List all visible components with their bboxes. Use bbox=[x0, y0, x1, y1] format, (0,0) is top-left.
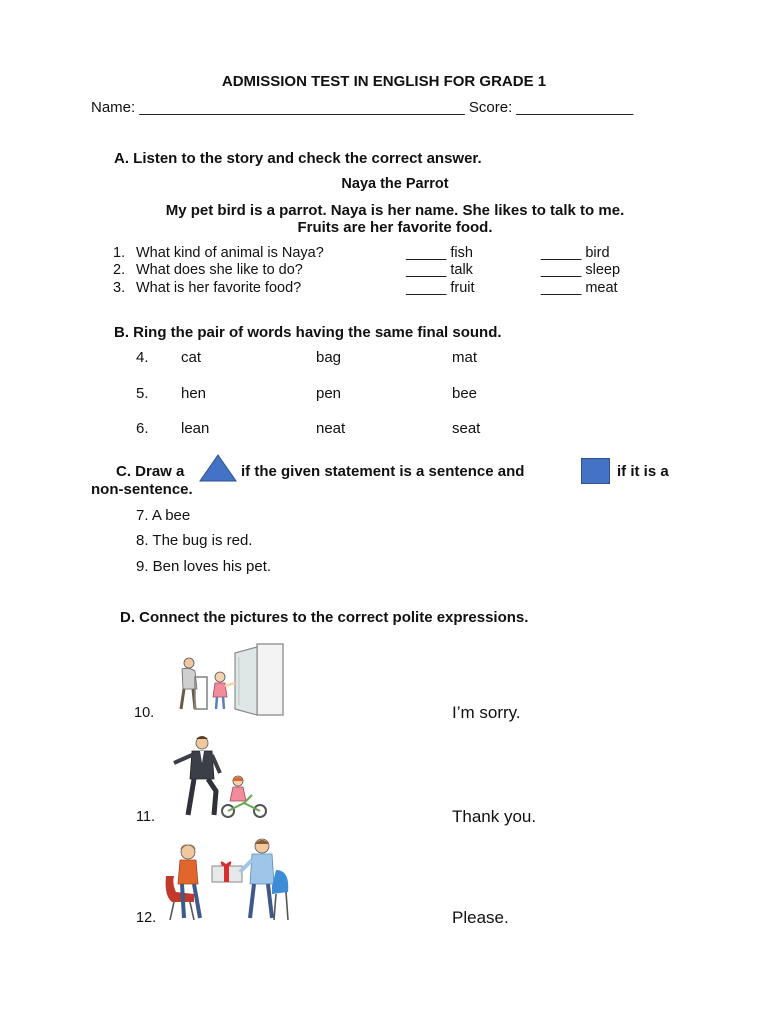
question-text: What kind of animal is Naya? bbox=[136, 245, 324, 261]
answer-option[interactable]: _____ fish bbox=[406, 245, 473, 261]
word[interactable]: pen bbox=[316, 385, 342, 402]
word[interactable]: bag bbox=[316, 349, 342, 366]
section-c-heading-part3: if it is a bbox=[617, 463, 669, 480]
word[interactable]: seat bbox=[452, 420, 481, 437]
word[interactable]: bee bbox=[452, 385, 478, 402]
item-number: 6. bbox=[136, 420, 149, 437]
section-c-heading-part2: if the given statement is a sentence and bbox=[241, 463, 525, 480]
square-icon bbox=[581, 458, 610, 484]
word[interactable]: mat bbox=[452, 349, 478, 366]
question-number: 3. bbox=[113, 280, 126, 296]
name-label: Name: bbox=[91, 99, 136, 116]
name-field[interactable]: _______________________________________ bbox=[139, 99, 465, 116]
statement-item: 7. A bee bbox=[136, 507, 191, 524]
word[interactable]: hen bbox=[181, 385, 207, 402]
question-text: What does she like to do? bbox=[136, 262, 303, 278]
score-label: Score: bbox=[468, 99, 513, 116]
score-field[interactable]: ______________ bbox=[516, 99, 634, 116]
statement-item: 8. The bug is red. bbox=[136, 532, 253, 549]
story-line-1: My pet bird is a parrot. Naya is her name. She likes to talk to me. bbox=[165, 202, 625, 219]
question-number: 2. bbox=[113, 262, 126, 278]
question-text: What is her favorite food? bbox=[136, 280, 302, 296]
bumped-man-icon[interactable] bbox=[166, 733, 272, 819]
word[interactable]: neat bbox=[316, 420, 346, 437]
section-d-heading: D. Connect the pictures to the correct polite expressions. bbox=[120, 609, 529, 626]
section-b-heading: B. Ring the pair of words having the same final sound. bbox=[114, 324, 502, 341]
answer-option[interactable]: _____ meat bbox=[541, 280, 618, 296]
item-number: 12. bbox=[136, 910, 157, 926]
page-title: ADMISSION TEST IN ENGLISH FOR GRADE 1 bbox=[221, 73, 547, 90]
statement-item: 9. Ben loves his pet. bbox=[136, 558, 272, 575]
item-number: 10. bbox=[134, 705, 155, 721]
answer-option[interactable]: _____ sleep bbox=[541, 262, 621, 278]
section-c-heading-part1: C. Draw a bbox=[116, 463, 185, 480]
section-c-heading-part4: non-sentence. bbox=[91, 481, 193, 498]
triangle-icon bbox=[199, 454, 237, 482]
word[interactable]: lean bbox=[181, 420, 210, 437]
answer-option[interactable]: _____ fruit bbox=[406, 280, 475, 296]
holding-door-icon[interactable] bbox=[165, 643, 285, 717]
polite-expression[interactable]: Thank you. bbox=[452, 807, 537, 826]
answer-option[interactable]: _____ talk bbox=[406, 262, 473, 278]
item-number: 4. bbox=[136, 349, 149, 366]
answer-option[interactable]: _____ bird bbox=[541, 245, 610, 261]
name-line bbox=[91, 99, 633, 116]
question-number: 1. bbox=[113, 245, 126, 261]
item-number: 5. bbox=[136, 385, 149, 402]
word[interactable]: cat bbox=[181, 349, 202, 366]
item-number: 11. bbox=[136, 809, 156, 825]
gift-giving-icon[interactable] bbox=[164, 836, 292, 924]
polite-expression[interactable]: I’m sorry. bbox=[452, 703, 521, 722]
story-line-2: Fruits are her favorite food. bbox=[297, 219, 493, 236]
polite-expression[interactable]: Please. bbox=[452, 908, 509, 927]
section-a-heading: A. Listen to the story and check the correct answer. bbox=[114, 150, 482, 167]
story-title: Naya the Parrot bbox=[341, 176, 449, 192]
